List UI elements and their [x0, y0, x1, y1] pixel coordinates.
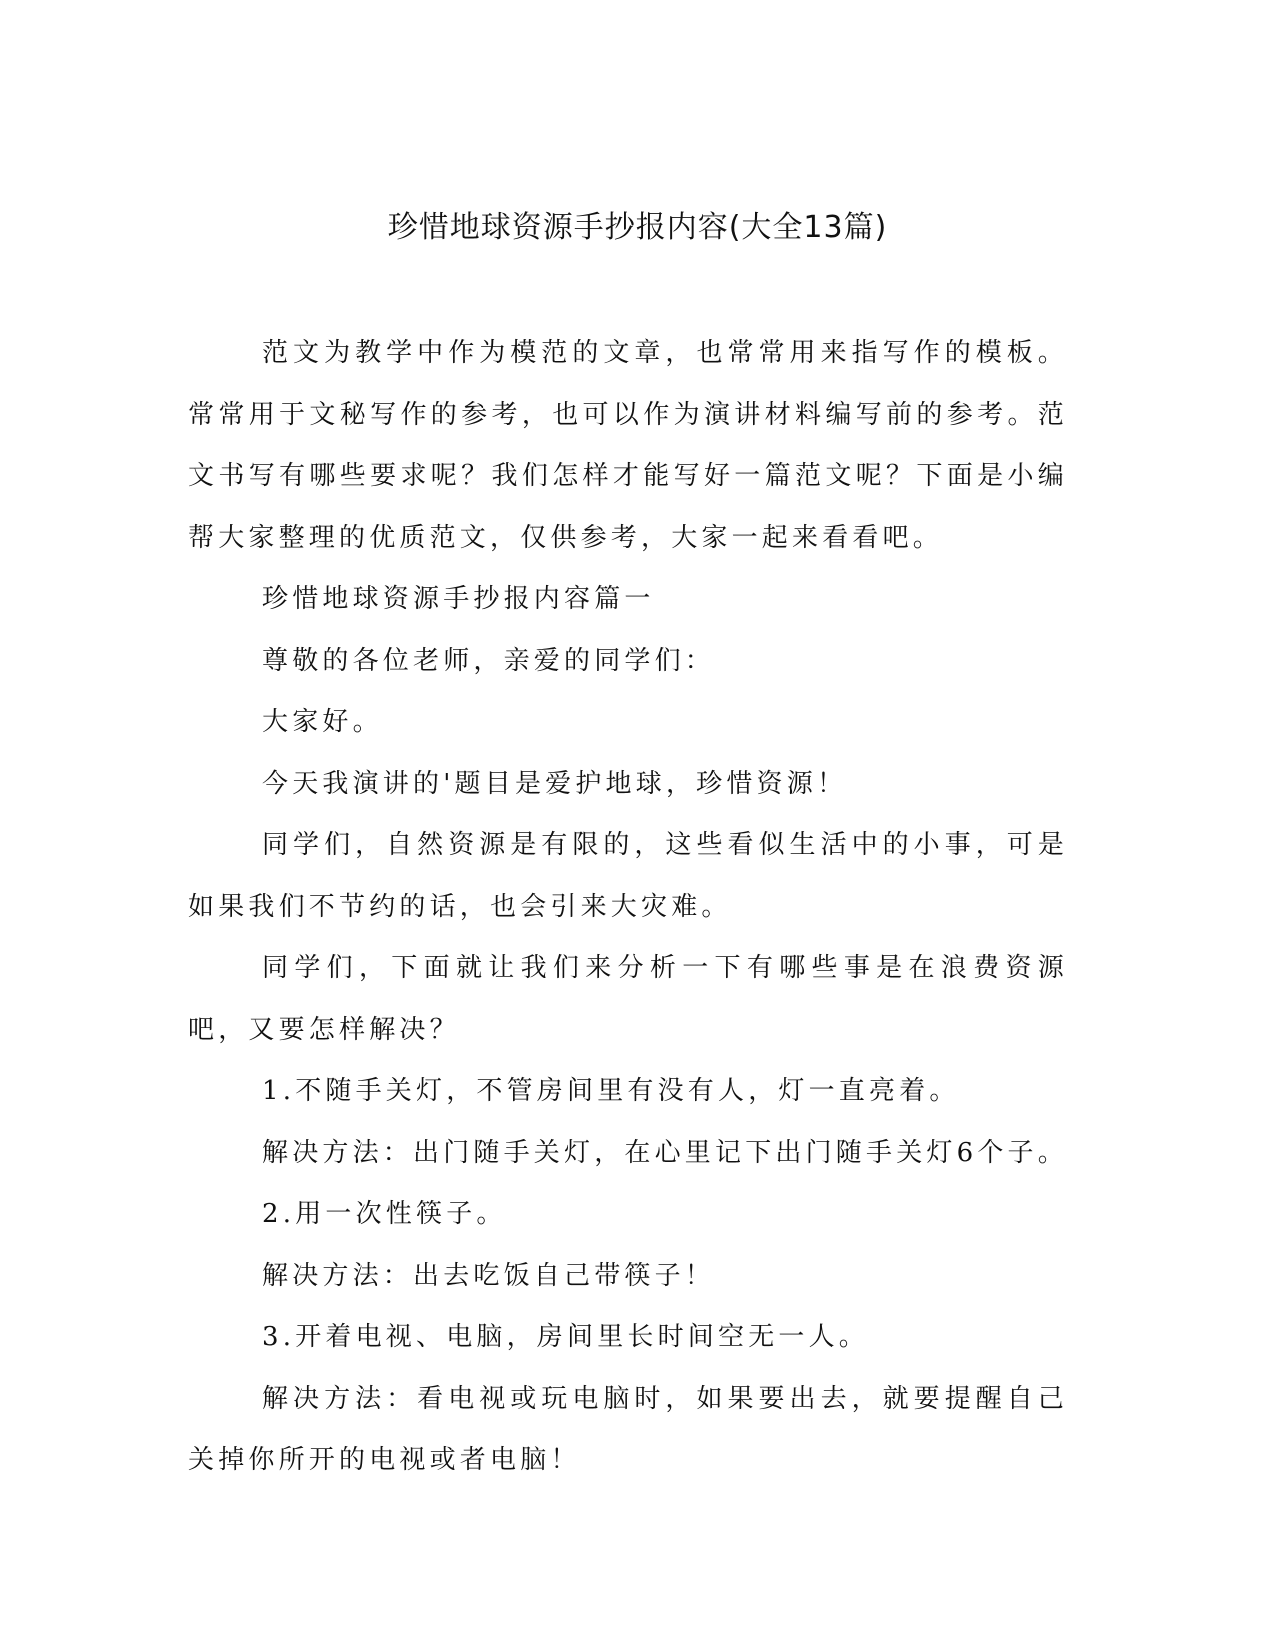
paragraph-greeting: 大家好。 [262, 707, 383, 737]
solution-3: 解决方法：看电视或玩电脑时，如果要出去，就要提醒自己关掉你所开的电视或者电脑！ [188, 1383, 1068, 1475]
solution-1: 解决方法：出门随手关灯，在心里记下出门随手关灯6个子。 [262, 1137, 1068, 1168]
paragraph-salutation: 尊敬的各位老师，亲爱的同学们： [262, 645, 716, 676]
document-title: 珍惜地球资源手抄报内容(大全13篇) [387, 210, 888, 245]
paragraph-analysis: 同学们，下面就让我们来分析一下有哪些事是在浪费资源吧，又要怎样解决？ [188, 953, 1068, 1045]
paragraph-resources-limited: 同学们，自然资源是有限的，这些看似生活中的小事，可是如果我们不节约的话，也会引来大灾难。 [188, 830, 1068, 922]
list-item-1: 1.不随手关灯，不管房间里有没有人，灯一直亮着。 [262, 1076, 960, 1106]
paragraph-intro: 范文为教学中作为模范的文章，也常常用来指写作的模板。常常用于文秘写作的参考，也可以作为演讲材料编写前的参考。范文书写有哪些要求呢？我们怎样才能写好一篇范文呢？下面是小编帮大家整理的优质范文，仅供参考，大家一起来看看吧。 [188, 338, 1068, 553]
solution-2: 解决方法：出去吃饭自己带筷子！ [262, 1260, 716, 1291]
document-body [188, 323, 1068, 1492]
paragraph-topic: 今天我演讲的'题目是爱护地球，珍惜资源！ [262, 768, 848, 799]
list-item-2: 2.用一次性筷子。 [262, 1199, 507, 1229]
list-item-3: 3.开着电视、电脑，房间里长时间空无一人。 [262, 1322, 870, 1352]
section-heading: 珍惜地球资源手抄报内容篇一 [262, 584, 655, 614]
